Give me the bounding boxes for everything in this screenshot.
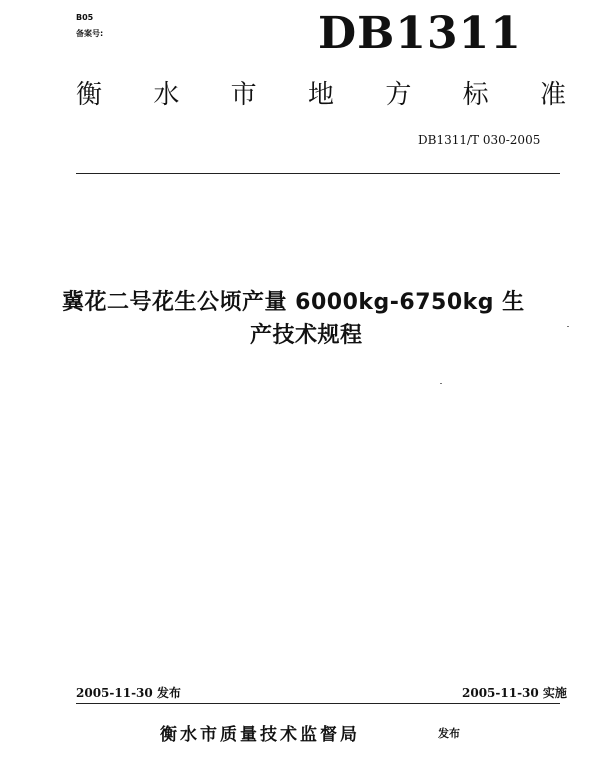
footer-divider [76,703,560,704]
standard-name-char: 准 [539,80,566,110]
standard-code: DB1311 [318,8,522,59]
issue-label: 发布 [438,727,460,740]
issuing-authority: 衡水市质量技术监督局 [160,725,360,745]
standard-name-char: 方 [385,80,412,110]
standard-name-char: 水 [153,80,180,110]
document-title-line-1: 冀花二号花生公顷产量 6000kg-6750kg 生 [62,290,525,315]
standard-name-char: 标 [462,80,489,110]
ics-code: B05 [76,13,94,22]
implement-date: 2005-11-30 实施 [462,686,567,700]
document-title-line-2: 产技术规程 [250,323,363,348]
record-number-label: 备案号: [76,29,104,38]
standard-number: DB1311/T 030-2005 [418,133,541,147]
scan-speck [567,326,569,327]
header-divider [76,173,560,174]
standard-type-name [76,78,566,112]
standard-name-char: 市 [230,80,257,110]
standard-name-char: 衡 [76,80,103,110]
publish-date: 2005-11-30 发布 [76,686,181,700]
standard-name-char: 地 [307,80,334,110]
scan-speck [440,383,442,384]
